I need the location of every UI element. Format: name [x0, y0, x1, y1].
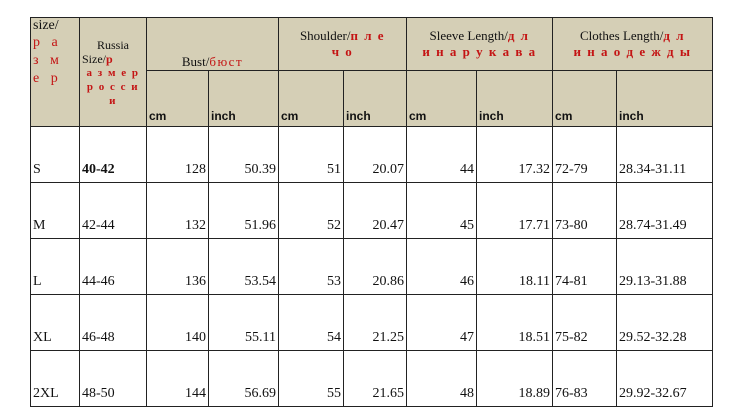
cell-size: M	[31, 183, 80, 239]
unit-cell: inch	[344, 71, 407, 127]
cell-shoulder-in: 20.86	[344, 239, 407, 295]
cell-sleeve-cm: 47	[407, 295, 477, 351]
cell-sleeve-cm: 44	[407, 127, 477, 183]
table-row	[31, 239, 713, 295]
cell-bust-cm: 128	[147, 127, 209, 183]
unit-cell: cm	[407, 71, 477, 127]
size-header: size/ р а з м е р	[31, 18, 80, 127]
cell-sleeve-cm: 46	[407, 239, 477, 295]
cell-bust-in: 53.54	[209, 239, 279, 295]
table-row	[31, 295, 713, 351]
cell-clothes-cm: 72-79	[553, 127, 617, 183]
cell-sleeve-in: 18.51	[477, 295, 553, 351]
cell-bust-in: 55.11	[209, 295, 279, 351]
russia-size-header: Russia Size/р а з м е р р о с с и и	[80, 18, 147, 127]
cell-russia: 48-50	[80, 351, 147, 407]
unit-cell: inch	[477, 71, 553, 127]
cell-shoulder-in: 20.47	[344, 183, 407, 239]
cell-bust-in: 51.96	[209, 183, 279, 239]
unit-cell: cm	[279, 71, 344, 127]
cell-bust-cm: 132	[147, 183, 209, 239]
cell-clothes-in: 29.92-32.67	[617, 351, 713, 407]
cell-clothes-cm: 73-80	[553, 183, 617, 239]
cell-russia: 42-44	[80, 183, 147, 239]
cell-clothes-cm: 74-81	[553, 239, 617, 295]
cell-clothes-in: 29.13-31.88	[617, 239, 713, 295]
cell-bust-cm: 140	[147, 295, 209, 351]
cell-clothes-in: 28.74-31.49	[617, 183, 713, 239]
cell-shoulder-cm: 53	[279, 239, 344, 295]
size-chart-table	[30, 17, 713, 407]
cell-sleeve-in: 17.71	[477, 183, 553, 239]
cell-bust-cm: 136	[147, 239, 209, 295]
sleeve-header: Sleeve Length/д л и н а р у к а в а	[407, 18, 553, 71]
table-row	[31, 351, 713, 407]
bust-header: Bust/бюст	[147, 18, 279, 71]
unit-cell: inch	[617, 71, 713, 127]
clothes-header: Clothes Length/д л и н а о д е ж д ы	[553, 18, 713, 71]
cell-size: 2XL	[31, 351, 80, 407]
cell-shoulder-cm: 52	[279, 183, 344, 239]
table-row	[31, 183, 713, 239]
cell-shoulder-cm: 51	[279, 127, 344, 183]
shoulder-header: Shoulder/п л е ч о	[279, 18, 407, 71]
cell-sleeve-in: 17.32	[477, 127, 553, 183]
table-row	[31, 127, 713, 183]
unit-cell: cm	[553, 71, 617, 127]
cell-russia: 44-46	[80, 239, 147, 295]
header-row	[31, 18, 713, 71]
cell-bust-cm: 144	[147, 351, 209, 407]
cell-sleeve-in: 18.11	[477, 239, 553, 295]
cell-russia: 40-42	[80, 127, 147, 183]
cell-shoulder-cm: 54	[279, 295, 344, 351]
cell-bust-in: 56.69	[209, 351, 279, 407]
cell-russia: 46-48	[80, 295, 147, 351]
cell-size: L	[31, 239, 80, 295]
cell-clothes-in: 29.52-32.28	[617, 295, 713, 351]
cell-size: S	[31, 127, 80, 183]
cell-shoulder-in: 21.25	[344, 295, 407, 351]
cell-clothes-cm: 75-82	[553, 295, 617, 351]
cell-shoulder-in: 20.07	[344, 127, 407, 183]
cell-bust-in: 50.39	[209, 127, 279, 183]
cell-sleeve-cm: 45	[407, 183, 477, 239]
cell-shoulder-cm: 55	[279, 351, 344, 407]
unit-cell: inch	[209, 71, 279, 127]
cell-sleeve-cm: 48	[407, 351, 477, 407]
cell-shoulder-in: 21.65	[344, 351, 407, 407]
cell-clothes-cm: 76-83	[553, 351, 617, 407]
cell-size: XL	[31, 295, 80, 351]
unit-cell: cm	[147, 71, 209, 127]
cell-sleeve-in: 18.89	[477, 351, 553, 407]
cell-clothes-in: 28.34-31.11	[617, 127, 713, 183]
